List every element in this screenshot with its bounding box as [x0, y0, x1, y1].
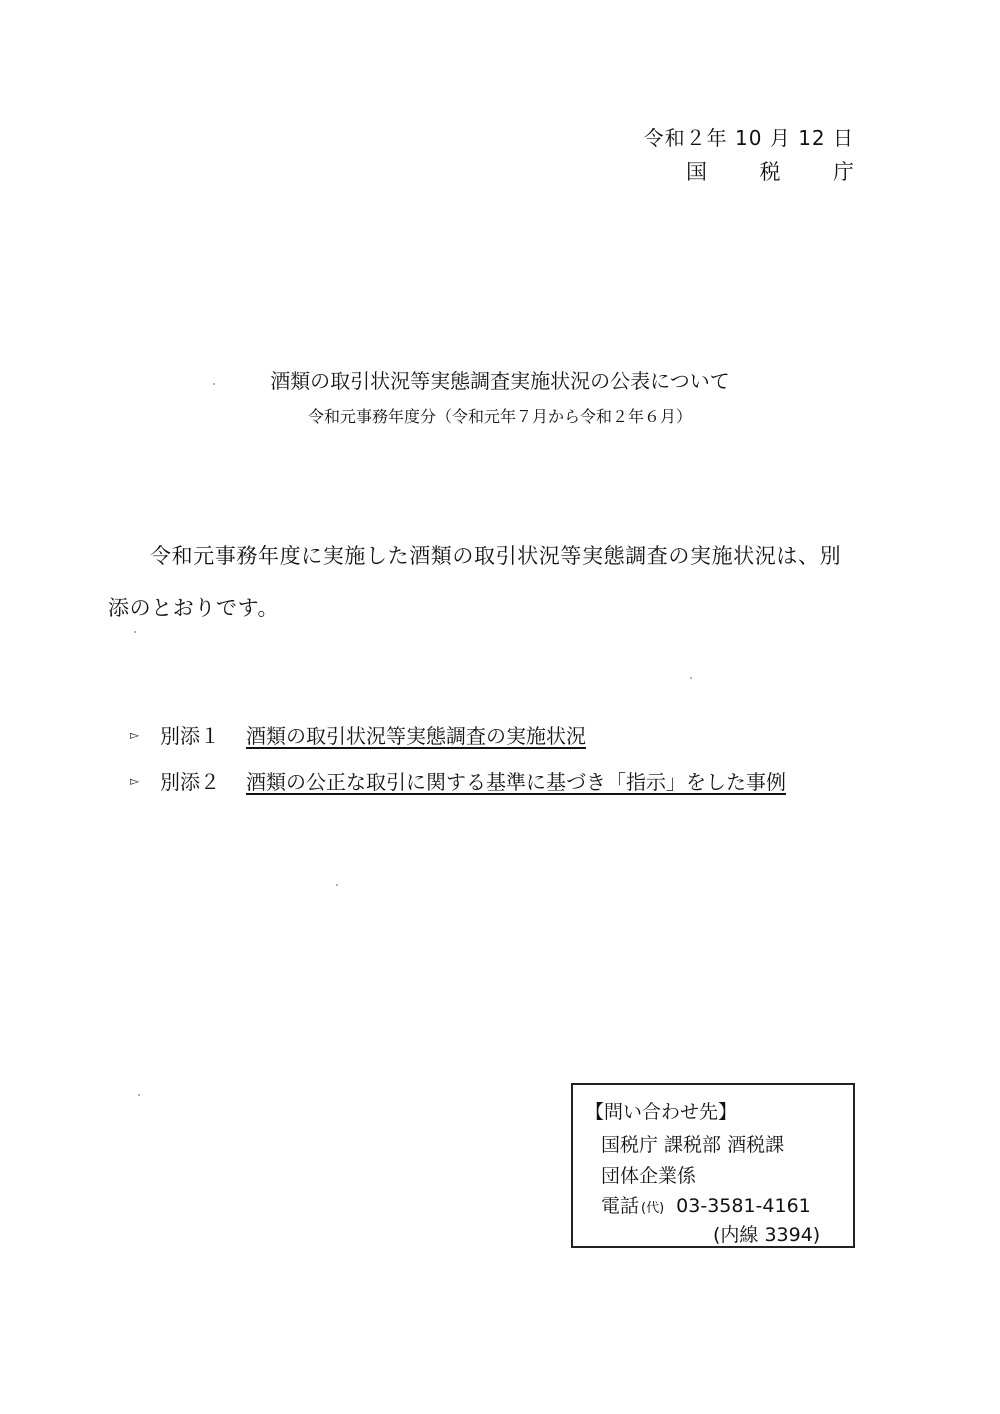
body-paragraph: 令和元事務年度に実施した酒類の取引状況等実態調査の実施状況は、別添のとおりです。 — [108, 544, 842, 620]
phone-number: 03-3581-4161 — [676, 1195, 811, 1217]
attachment-number: 別添２ — [160, 770, 220, 794]
attachment-item-1 — [130, 720, 586, 749]
scan-speck — [138, 1094, 140, 1096]
agency-char: 庁 — [833, 160, 854, 184]
attachment-link-1[interactable] — [160, 720, 586, 749]
scan-speck — [690, 677, 692, 679]
contact-section: 団体企業係 — [601, 1165, 697, 1187]
agency-char: 国 — [686, 160, 707, 184]
phone-note: (代) — [641, 1201, 665, 1216]
attachment-item-2 — [130, 766, 786, 795]
attachment-title: 酒類の公正な取引に関する基準に基づき「指示」をした事例 — [246, 770, 786, 794]
scan-speck — [336, 884, 338, 886]
triangle-bullet-icon: ▻ — [130, 773, 140, 788]
phone-label: 電話 — [601, 1195, 640, 1217]
contact-heading: 【問い合わせ先】 — [585, 1101, 738, 1123]
scan-speck — [213, 383, 215, 385]
issuing-agency — [686, 156, 854, 184]
scan-speck — [134, 631, 136, 633]
attachment-number: 別添１ — [160, 724, 220, 748]
attachment-link-2[interactable] — [160, 766, 786, 795]
contact-box — [571, 1083, 855, 1248]
agency-char: 税 — [759, 160, 781, 184]
document-title: 酒類の取引状況等実態調査実施状況の公表について — [270, 369, 730, 393]
contact-phone — [601, 1191, 811, 1218]
triangle-bullet-icon: ▻ — [130, 727, 140, 742]
contact-extension: (内線 3394) — [713, 1224, 821, 1246]
contact-department: 国税庁 課税部 酒税課 — [601, 1134, 785, 1156]
attachment-title: 酒類の取引状況等実態調査の実施状況 — [246, 724, 586, 748]
document-date: 令和２年 10 月 12 日 — [643, 126, 854, 150]
document-subtitle: 令和元事務年度分（令和元年７月から令和２年６月） — [307, 407, 692, 426]
